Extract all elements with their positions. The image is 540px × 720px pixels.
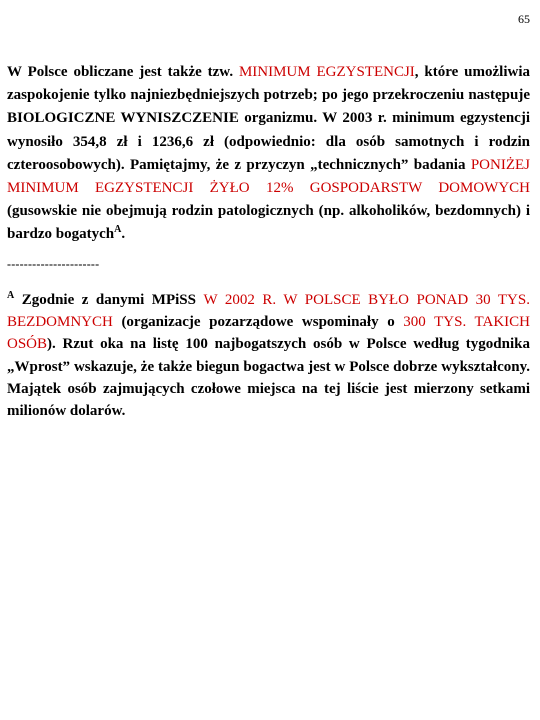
footnote-marker: A [7,290,15,301]
main-paragraph [7,61,530,247]
highlight-300-tys: 300 TYS. TAKICH OSÓB [7,314,530,353]
footnote-separator: ---------------------- [7,257,100,271]
page-number: 65 [518,12,530,26]
paragraph-text-1: W Polsce obliczane jest także tzw. [7,64,239,80]
highlight-minimum-egzystencji: MINIMUM EGZYSTENCJI [238,64,415,80]
paragraph-text-4: . [121,226,126,243]
paragraph-text-3: (gusowskie nie obejmują rodzin patologicznych (np. alkoholików, bezdomnych) i bardzo bogatych [7,203,530,243]
paragraph-text-2: , które umożliwia zaspokojenie tylko najniezbędniejszych potrzeb; po jego przekroczeniu następuje BIOLOGICZNE WYNISZCZENIE organizmu. W 2003 r. minimum egzystencji wynosiło 354,8 zł i 1236,6 zł (odpowiednio: dla osób samotnych i rodzin czteroosobowych). Pamiętajmy, że z przyczyn „technicznych” badania [7,64,530,173]
highlight-bezdomnych: W 2002 R. W POLSCE BYŁO PONAD 30 TYS. BEZDOMNYCH [7,292,530,331]
footnote-reference: A [114,224,122,236]
footnote [7,289,530,422]
footnote-text-2: (organizacje pozarządowe wspominały o [112,314,404,331]
footnote-text-3: ). Rzut oka na listę 100 najbogatszych osób w Polsce według tygodnika „Wprost” wskazuje, że także biegun bogactwa jest w Polsce dobrze wykształcony. Majątek osób zajmujących czołowe miejsca na tej liście jest mierzony setkami milionów dolarów. [7,336,530,420]
highlight-ponizej-minimum: PONIŻEJ MINIMUM EGZYSTENCJI ŻYŁO 12% GOSPODARSTW DOMOWYCH [7,156,530,197]
footnote-text-1: Zgodnie z danymi MPiSS [14,292,204,308]
